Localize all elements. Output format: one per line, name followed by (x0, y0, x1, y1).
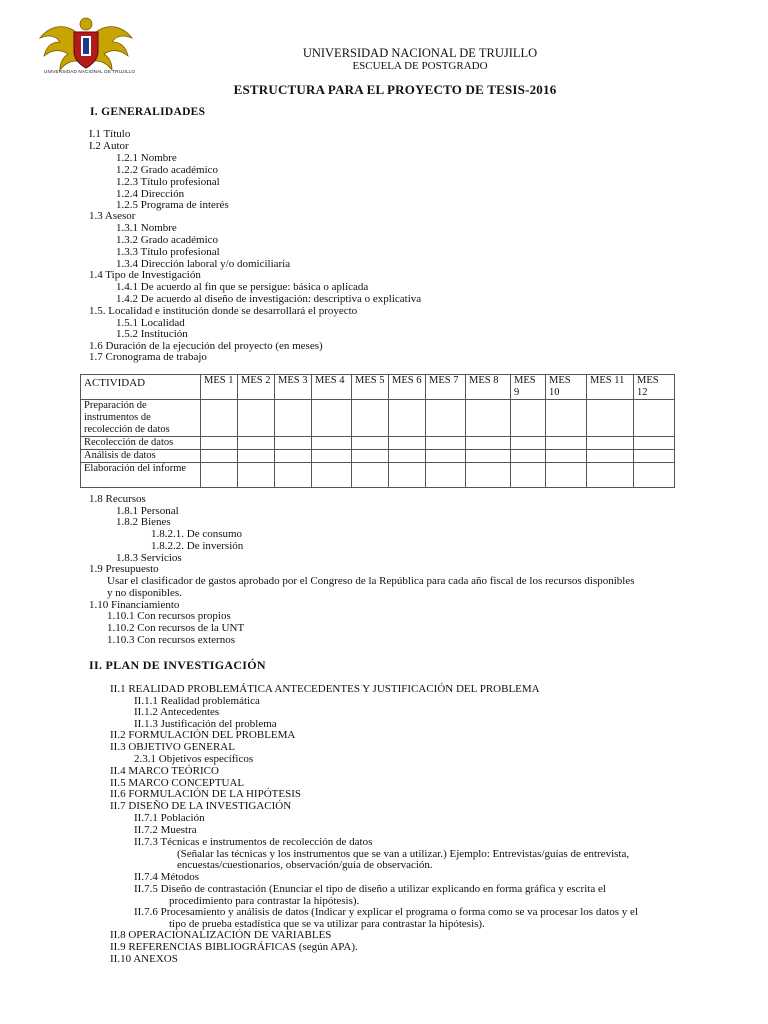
list-item: II.7.6 Procesamiento y análisis de datos (Indicar y explicar el programa o forma como se va procesar los datos y el (134, 906, 638, 918)
table-header-month: MES 10 (546, 375, 587, 400)
paragraph-line: tipo de prueba estadística que se va utilizar para contrastar la hipótesis). (169, 918, 485, 930)
table-header-month: MES 11 (587, 375, 634, 400)
list-item: II.1 REALIDAD PROBLEMÁTICA ANTECEDENTES Y JUSTIFICACIÓN DEL PROBLEMA (110, 683, 540, 695)
table-cell-activity: Elaboración del informe (81, 463, 201, 488)
list-item: 1.10 Financiamiento (89, 599, 180, 611)
list-item: II.8 OPERACIONALIZACIÓN DE VARIABLES (110, 929, 332, 941)
list-item: 1.2.5 Programa de interés (116, 199, 229, 211)
list-item: 1.2.4 Dirección (116, 188, 185, 200)
school-name: ESCUELA DE POSTGRADO (352, 60, 488, 72)
list-item: 1.4 Tipo de Investigación (89, 269, 201, 281)
list-item: 1.9 Presupuesto (89, 563, 159, 575)
list-item: 1.3.4 Dirección laboral y/o domiciliaria (116, 258, 291, 270)
list-item: 1.8.2.2. De inversión (151, 540, 244, 552)
list-item: 1.4.1 De acuerdo al fin que se persigue: básica o aplicada (116, 281, 369, 293)
table-header-activity: ACTIVIDAD (81, 375, 201, 400)
list-item: 1.8.1 Personal (116, 505, 179, 517)
list-item: 1.2.1 Nombre (116, 152, 177, 164)
list-item: 1.10.3 Con recursos externos (107, 634, 236, 646)
logo-caption: UNIVERSIDAD NACIONAL DE TRUJILLO (44, 69, 136, 74)
paragraph-line: Usar el clasificador de gastos aprobado por el Congreso de la República para cada año fiscal de los recursos disponibles (107, 575, 635, 587)
list-item: II.6 FORMULACIÓN DE LA HIPÓTESIS (110, 788, 301, 800)
list-item: 1.6 Duración de la ejecución del proyecto (en meses) (89, 340, 323, 352)
paragraph-line: encuestas/cuestionarios, observación/guía de observación. (177, 859, 433, 871)
list-item: 1.3.3 Título profesional (116, 246, 220, 258)
table-row (81, 400, 675, 437)
list-item: II.1.3 Justificación del problema (134, 718, 277, 730)
list-item: II.9 REFERENCIAS BIBLIOGRÁFICAS (según APA). (110, 941, 358, 953)
list-item: 1.5.1 Localidad (116, 317, 185, 329)
list-item: I.2 Autor (89, 140, 129, 152)
paragraph-line: procedimiento para contrastar la hipótesis). (169, 895, 360, 907)
list-item: II.3 OBJETIVO GENERAL (110, 741, 235, 753)
university-name: UNIVERSIDAD NACIONAL DE TRUJILLO (302, 46, 538, 60)
list-item: II.7.2 Muestra (134, 824, 197, 836)
list-item: 1.3 Asesor (89, 210, 136, 222)
list-item: 1.8.3 Servicios (116, 552, 182, 564)
list-item: 1.5. Localidad e institución donde se desarrollará el proyecto (89, 305, 358, 317)
list-item: II.5 MARCO CONCEPTUAL (110, 777, 245, 789)
list-item: I.1 Título (89, 128, 131, 140)
list-item: II.7.3 Técnicas e instrumentos de recolección de datos (134, 836, 373, 848)
table-cell-activity: Recolección de datos (81, 437, 201, 450)
list-item: II.7.4 Métodos (134, 871, 200, 883)
table-cell-activity: Análisis de datos (81, 450, 201, 463)
list-item: 1.2.2 Grado académico (116, 164, 219, 176)
list-item: 1.10.1 Con recursos propios (107, 610, 231, 622)
table-header-month: MES 12 (634, 375, 675, 400)
schedule-table (80, 374, 675, 488)
list-item: II.2 FORMULACIÓN DEL PROBLEMA (110, 729, 296, 741)
table-header-month: MES 2 (238, 375, 275, 400)
list-item: 1.3.2 Grado académico (116, 234, 219, 246)
table-header-month: MES 8 (466, 375, 511, 400)
list-item: II.7 DISEÑO DE LA INVESTIGACIÓN (110, 800, 292, 812)
table-row (81, 437, 675, 450)
list-item: 1.8 Recursos (89, 493, 146, 505)
list-item: 1.3.1 Nombre (116, 222, 177, 234)
list-item: 1.5.2 Institución (116, 328, 188, 340)
list-item: 1.10.2 Con recursos de la UNT (107, 622, 245, 634)
table-header-month: MES 7 (426, 375, 466, 400)
list-item: II.7.5 Diseño de contrastación (Enunciar el tipo de diseño a utilizar explicando en forma gráfica y escrita el (134, 883, 606, 895)
table-header-month: MES 3 (275, 375, 312, 400)
table-row (81, 450, 675, 463)
list-item: 1.8.2 Bienes (116, 516, 171, 528)
table-header-month: MES 9 (511, 375, 546, 400)
list-item: II.10 ANEXOS (110, 953, 178, 965)
table-cell-activity: Preparación de instrumentos de recolección de datos (81, 400, 201, 437)
table-header-row (81, 375, 675, 400)
table-header-month: MES 4 (312, 375, 352, 400)
section-2-heading: II. PLAN DE INVESTIGACIÓN (89, 658, 266, 672)
list-item: II.4 MARCO TEÓRICO (110, 765, 219, 777)
table-header-month: MES 5 (352, 375, 389, 400)
list-item: II.1.1 Realidad problemática (134, 695, 260, 707)
list-item: II.1.2 Antecedentes (134, 706, 220, 718)
section-1-heading: I. GENERALIDADES (90, 106, 206, 118)
list-item: 1.4.2 De acuerdo al diseño de investigación: descriptiva o explicativa (116, 293, 422, 305)
list-item: 1.8.2.1. De consumo (151, 528, 243, 540)
list-item: 1.2.3 Título profesional (116, 176, 220, 188)
table-header-month: MES 1 (201, 375, 238, 400)
list-item: II.7.1 Población (134, 812, 205, 824)
table-row (81, 463, 675, 488)
table-header-month: MES 6 (389, 375, 426, 400)
list-item: 2.3.1 Objetivos específicos (134, 753, 254, 765)
list-item: 1.7 Cronograma de trabajo (89, 351, 207, 363)
paragraph-line: (Señalar las técnicas y los instrumentos que se van a utilizar.) Ejemplo: Entrevistas/guías de entrevista, (177, 848, 630, 860)
paragraph-line: y no disponibles. (107, 587, 182, 599)
document-title: ESTRUCTURA PARA EL PROYECTO DE TESIS-2016 (233, 82, 557, 97)
